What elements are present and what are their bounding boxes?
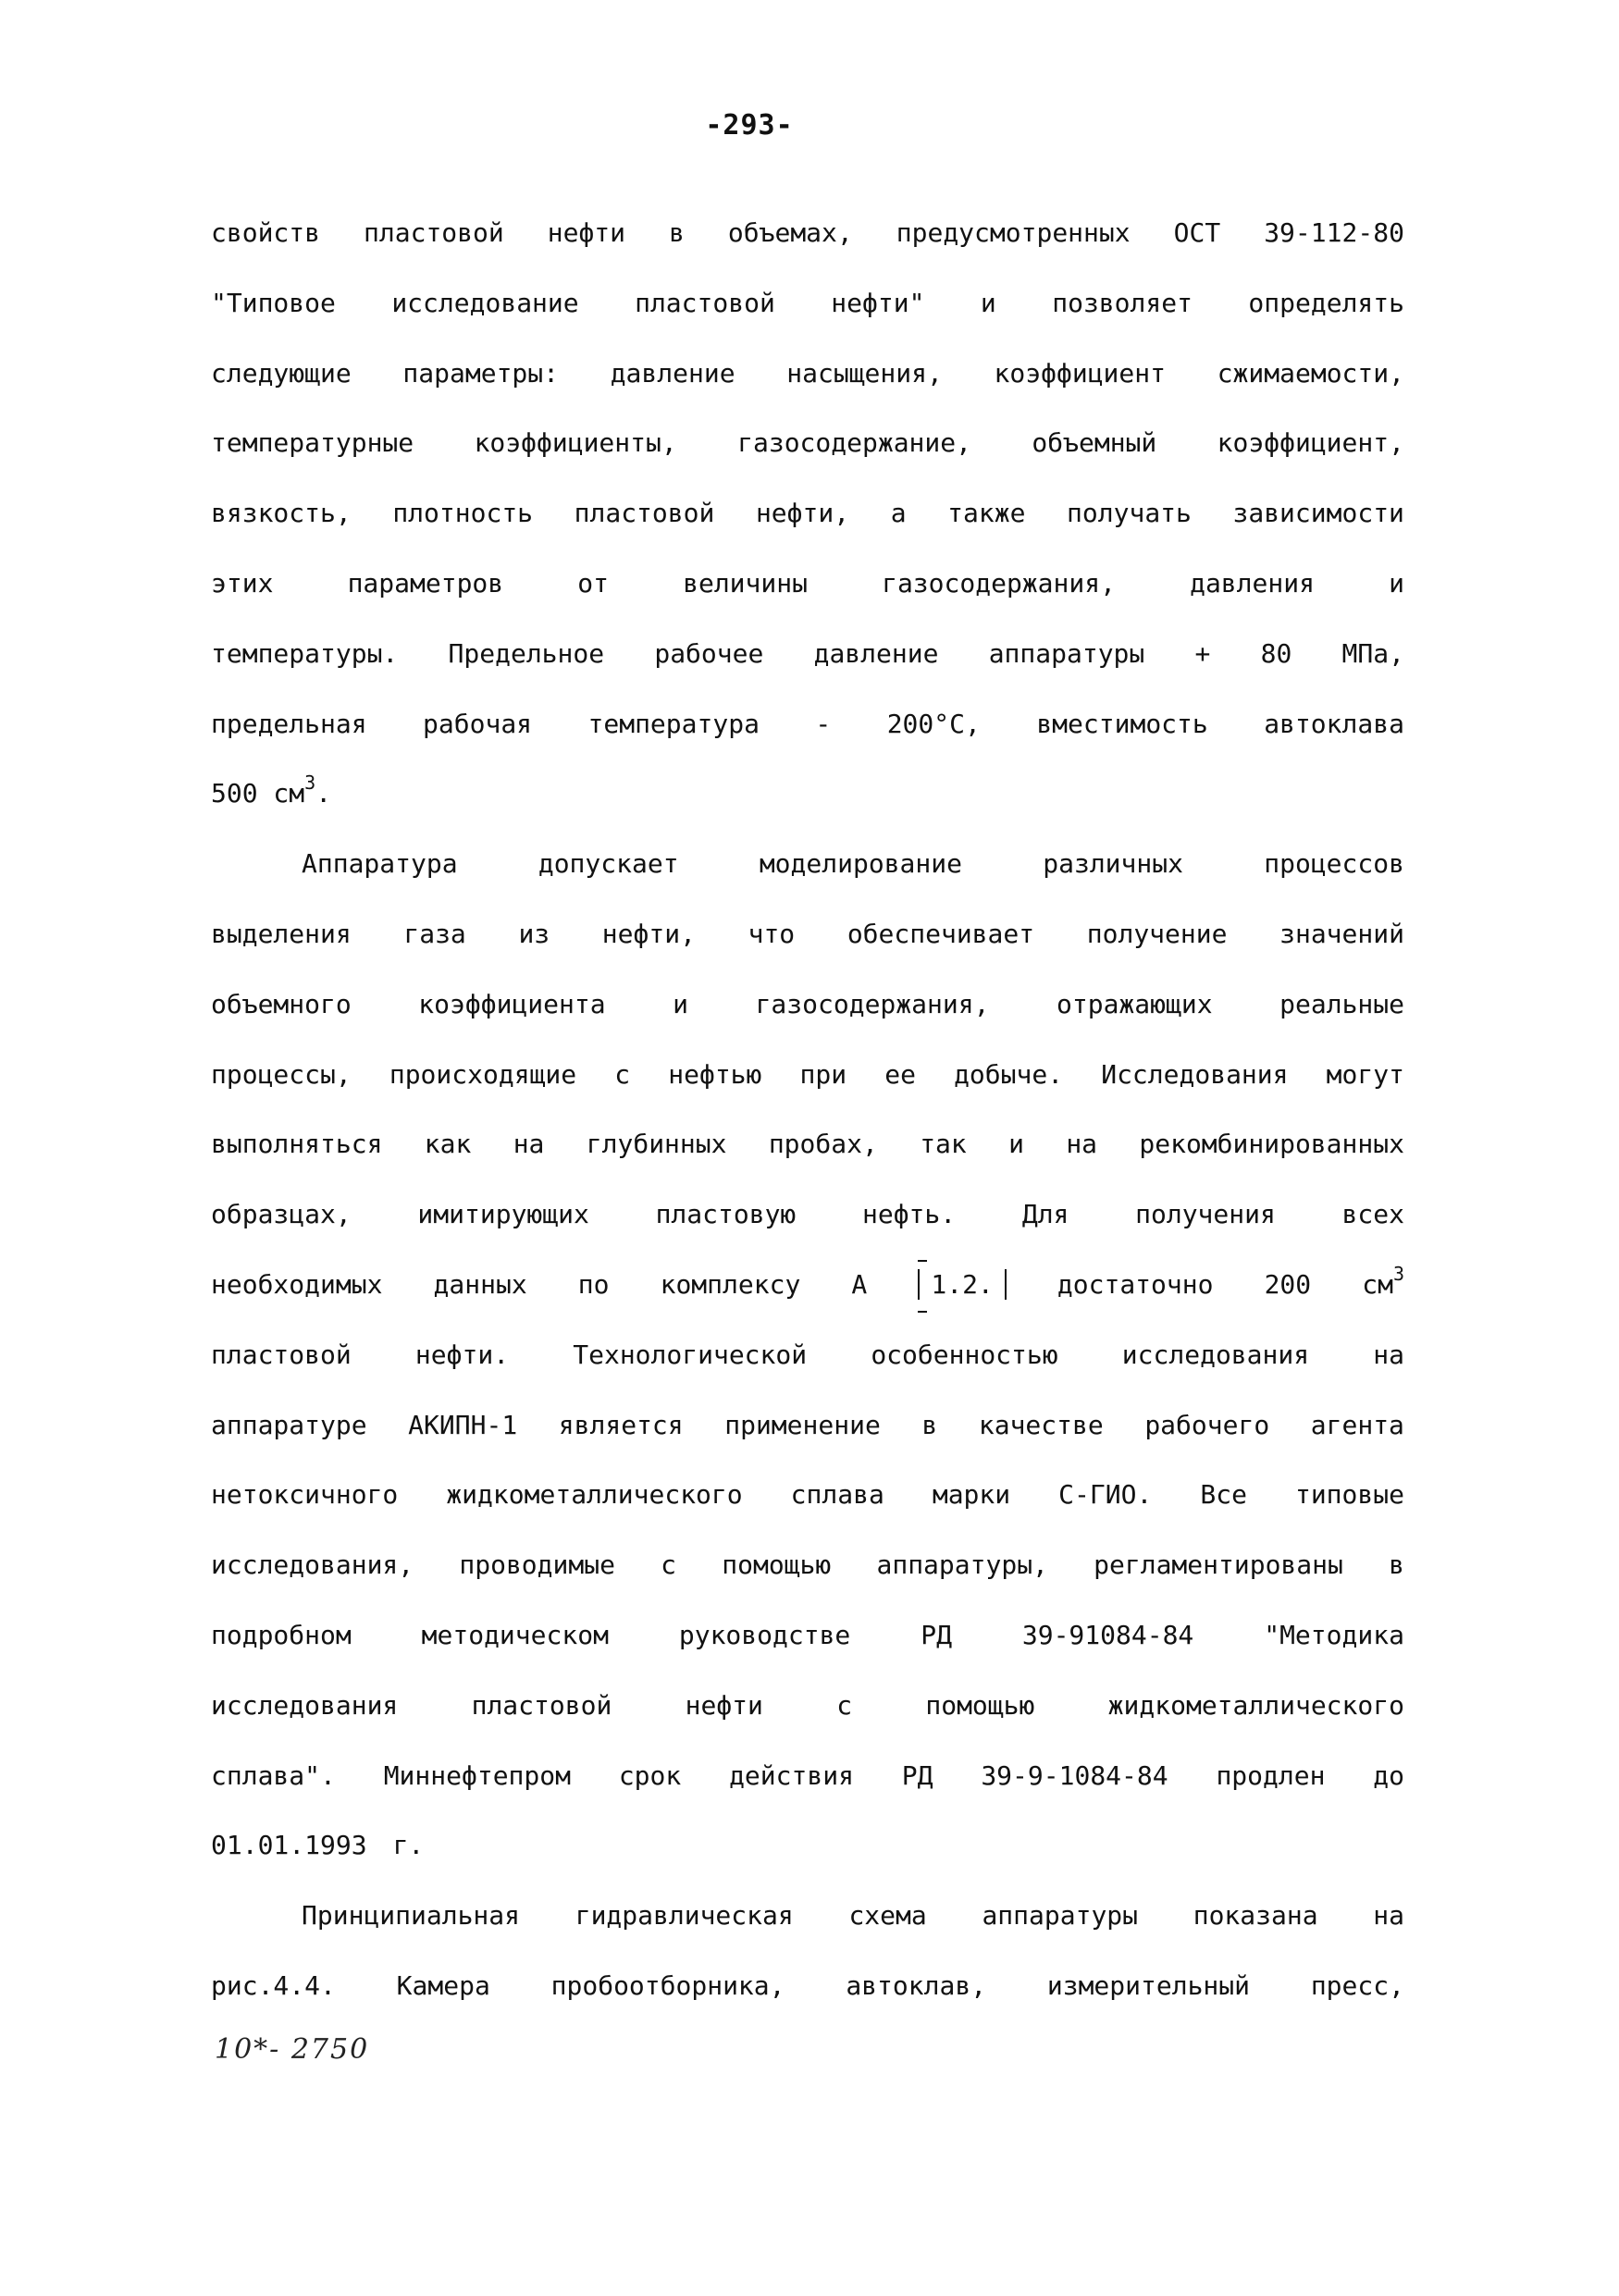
word: + [1194,637,1211,669]
word: рабочего [1144,1409,1270,1440]
citation-reference: 1.2. [918,1269,1006,1300]
word: жидкометаллического [1107,1689,1404,1721]
word: "Методика [1264,1619,1404,1650]
word: продлен [1216,1759,1326,1791]
word: аппаратуры [988,637,1145,669]
word: комплексу [660,1268,801,1300]
paragraph-2-line [211,1410,1404,1480]
word: имитирующих [417,1199,589,1230]
word: рекомбинированных [1139,1129,1404,1160]
word: пластовой [574,498,715,529]
word: образцах, [211,1199,352,1230]
word: Камера [396,1969,490,2001]
word: пластовой [635,287,775,318]
word: нефти. [414,1339,510,1370]
word: температура [587,708,760,739]
word: автоклав, [846,1969,987,2001]
word: реальные [1279,988,1404,1019]
word: 39-112-80 [1264,217,1404,248]
word: пластовой [471,1689,612,1721]
word: качестве [978,1409,1104,1440]
word: исследования [211,1689,399,1721]
word: "Типовое [211,287,336,318]
paragraph-2-line [211,1479,1404,1549]
word: допускает [538,848,679,880]
word: 39-9-1084-84 [981,1759,1168,1791]
word: с [836,1689,853,1721]
word: различных [1043,848,1183,880]
word: пластовой [364,217,504,248]
word: автоклава [1264,708,1404,739]
word: предусмотренных [896,217,1131,248]
paragraph-2-line [211,1129,1404,1199]
word: коэффициенты, [474,427,677,459]
word: АКИПН-1 [408,1409,518,1440]
word: 200 [1264,1268,1312,1300]
word: аппаратуре [211,1409,367,1440]
paragraph-1-last-line [211,772,1404,848]
word: Исследования [1101,1058,1289,1090]
word: температурные [211,427,414,459]
word: г. [392,1830,425,1861]
paragraph-1-line [211,498,1404,568]
word: из [518,918,550,949]
word: как [424,1129,472,1160]
word: коэффициент, [1217,427,1404,459]
word: этих [211,567,274,599]
word: температуры. [211,637,399,669]
reference-line [211,1262,1404,1339]
word: с [614,1058,631,1090]
word: исследование [391,287,579,318]
word: Аппаратура [302,848,458,880]
word: давление [813,637,939,669]
word: 01.01.1993 [211,1830,367,1861]
word: пробах, [768,1129,878,1160]
word: на [513,1129,545,1160]
word: до [1373,1759,1404,1791]
word: А [851,1268,868,1300]
word: значений [1279,918,1404,949]
word: сплава [790,1479,884,1511]
paragraph-2-line [211,1549,1404,1620]
paragraph-1-line [211,709,1404,779]
word: отражающих [1057,988,1213,1019]
word: что [748,918,796,949]
word: применение [724,1409,881,1440]
paragraph-2-line [211,1339,1404,1410]
word: Технологической [573,1339,808,1370]
word: измерительный [1046,1969,1251,2001]
word: исследования, [211,1549,414,1581]
word: данных [433,1268,527,1300]
word: следующие [211,357,352,389]
word: действия [729,1759,854,1791]
word: моделирование [759,848,962,880]
word: С-ГИО. [1058,1479,1153,1511]
word: выполняться [211,1129,383,1160]
paragraph-1-line [211,358,1404,428]
word: на [1373,1339,1404,1370]
word: нефтью [668,1058,762,1090]
word: рабочее [654,637,764,669]
word: процессы, [211,1058,352,1090]
word: показана [1193,1900,1318,1932]
word: и [980,287,996,318]
word: и [1389,567,1404,599]
word: необходимых [211,1268,383,1300]
handwritten-note: 10*- 2750 [215,2033,370,2066]
word: так [920,1129,967,1160]
word: добыче. [954,1058,1064,1090]
word: объемах, [727,217,853,248]
word: обеспечивает [847,918,1035,949]
paragraph-1-line [211,427,1404,498]
word: пробоотборника, [550,1969,785,2001]
word: проводимые [459,1549,615,1581]
word: нефти" [831,287,925,318]
word: глубинных [586,1129,727,1160]
word: газосодержания, [882,567,1116,599]
paragraph-2-line [211,919,1404,989]
word: величины [683,567,808,599]
word: а [890,498,907,529]
word: особенностью [871,1339,1058,1370]
word: и [673,988,688,1019]
word: РД [921,1619,952,1650]
word: позволяет [1052,287,1193,318]
word: Для [1021,1199,1069,1230]
word: Принципиальная [302,1900,521,1932]
word: гидравлическая [575,1900,794,1932]
word: Все [1200,1479,1247,1511]
paragraph-1-line [211,638,1404,709]
paragraph-2-line [211,848,1404,919]
word: МПа, [1341,637,1404,669]
paragraph-1-line [211,288,1404,358]
word: и [1008,1129,1024,1160]
volume-value: 500 $см^3$. [211,772,332,809]
word: помощью [722,1549,832,1581]
unit: $см^3$ [1362,1262,1404,1300]
word: нефти, [601,918,696,949]
word: 39-91084-84 [1021,1619,1194,1650]
word: агента [1310,1409,1404,1440]
body-text [211,217,1404,2041]
word: давления [1190,567,1315,599]
word: также [947,498,1026,529]
word: на [1373,1900,1404,1932]
paragraph-2-line [211,989,1404,1059]
word: ее [884,1058,916,1090]
word: руководстве [678,1619,851,1650]
word: с [661,1549,677,1581]
word: нефть. [861,1199,957,1230]
word: рабочая [423,708,533,739]
word: марки [932,1479,1011,1511]
word: аппаратуры [982,1900,1139,1932]
word: объемный [1032,427,1157,459]
word: выделения [211,918,352,949]
word: - [815,708,832,739]
word: Миннефтепром [383,1759,571,1791]
word: сплава". [211,1759,336,1791]
word: давление [610,357,735,389]
word: типовые [1294,1479,1404,1511]
paragraph-1-line [211,217,1404,288]
word: процессов [1264,848,1404,880]
word: объемного [211,988,352,1019]
word: зависимости [1232,498,1404,529]
word: методическом [421,1619,609,1650]
word: нефти [685,1689,763,1721]
paragraph-2-line [211,1760,1404,1831]
word: могут [1326,1058,1404,1090]
word: происходящие [389,1058,577,1090]
paragraph-3-line [211,1900,1404,1970]
word: срок [618,1759,682,1791]
paragraph-2-line [211,1620,1404,1690]
word: на [1066,1129,1098,1160]
word: в [1389,1549,1404,1581]
word: рис.4.4. [211,1969,336,2001]
word: ОСТ [1173,217,1221,248]
word: аппаратуры, [876,1549,1048,1581]
word: помощью [925,1689,1035,1721]
word: при [799,1058,847,1090]
word: газосодержание, [737,427,971,459]
word: подробном [211,1619,352,1650]
paragraph-2-last-line [211,1830,1404,1900]
word: вязкость, [211,498,352,529]
word: исследования [1121,1339,1310,1370]
word: схема [848,1900,927,1932]
word: вместимость [1036,708,1208,739]
paragraph-2-line [211,1690,1404,1760]
word: сжимаемости, [1217,357,1404,389]
word: в [669,217,685,248]
word: всех [1341,1199,1404,1230]
word: свойств [211,217,321,248]
word: параметры: [402,357,559,389]
word: жидкометаллического [446,1479,743,1511]
word: от [577,567,609,599]
word: коэффициента [418,988,606,1019]
word: регламентированы [1094,1549,1343,1581]
word: газа [403,918,466,949]
word: получения [1135,1199,1276,1230]
word: пластовой [211,1339,352,1370]
word: определять [1248,287,1404,318]
page-number: -293- [705,109,794,142]
word: получение [1086,918,1228,949]
paragraph-1-line [211,568,1404,638]
word: Предельное [448,637,605,669]
paragraph-2-line [211,1059,1404,1129]
word: параметров [347,567,504,599]
word: газосодержания, [755,988,990,1019]
word: является [558,1409,684,1440]
word: получать [1067,498,1192,529]
word: нефти [547,217,626,248]
word: насыщения, [786,357,943,389]
word: пресс, [1310,1969,1404,2001]
word: 80 [1260,637,1292,669]
word: нетоксичного [211,1479,399,1511]
word: плотность [392,498,534,529]
paragraph-3-line [211,1970,1404,2041]
word: пластовую [655,1199,797,1230]
word: РД [901,1759,933,1791]
word: нефти, [755,498,850,529]
word: по [577,1268,610,1300]
word: 200°С, [886,708,981,739]
word: в [921,1409,938,1440]
word: предельная [211,708,367,739]
paragraph-2-line [211,1199,1404,1269]
word: коэффициент [994,357,1166,389]
word: достаточно [1057,1268,1214,1300]
